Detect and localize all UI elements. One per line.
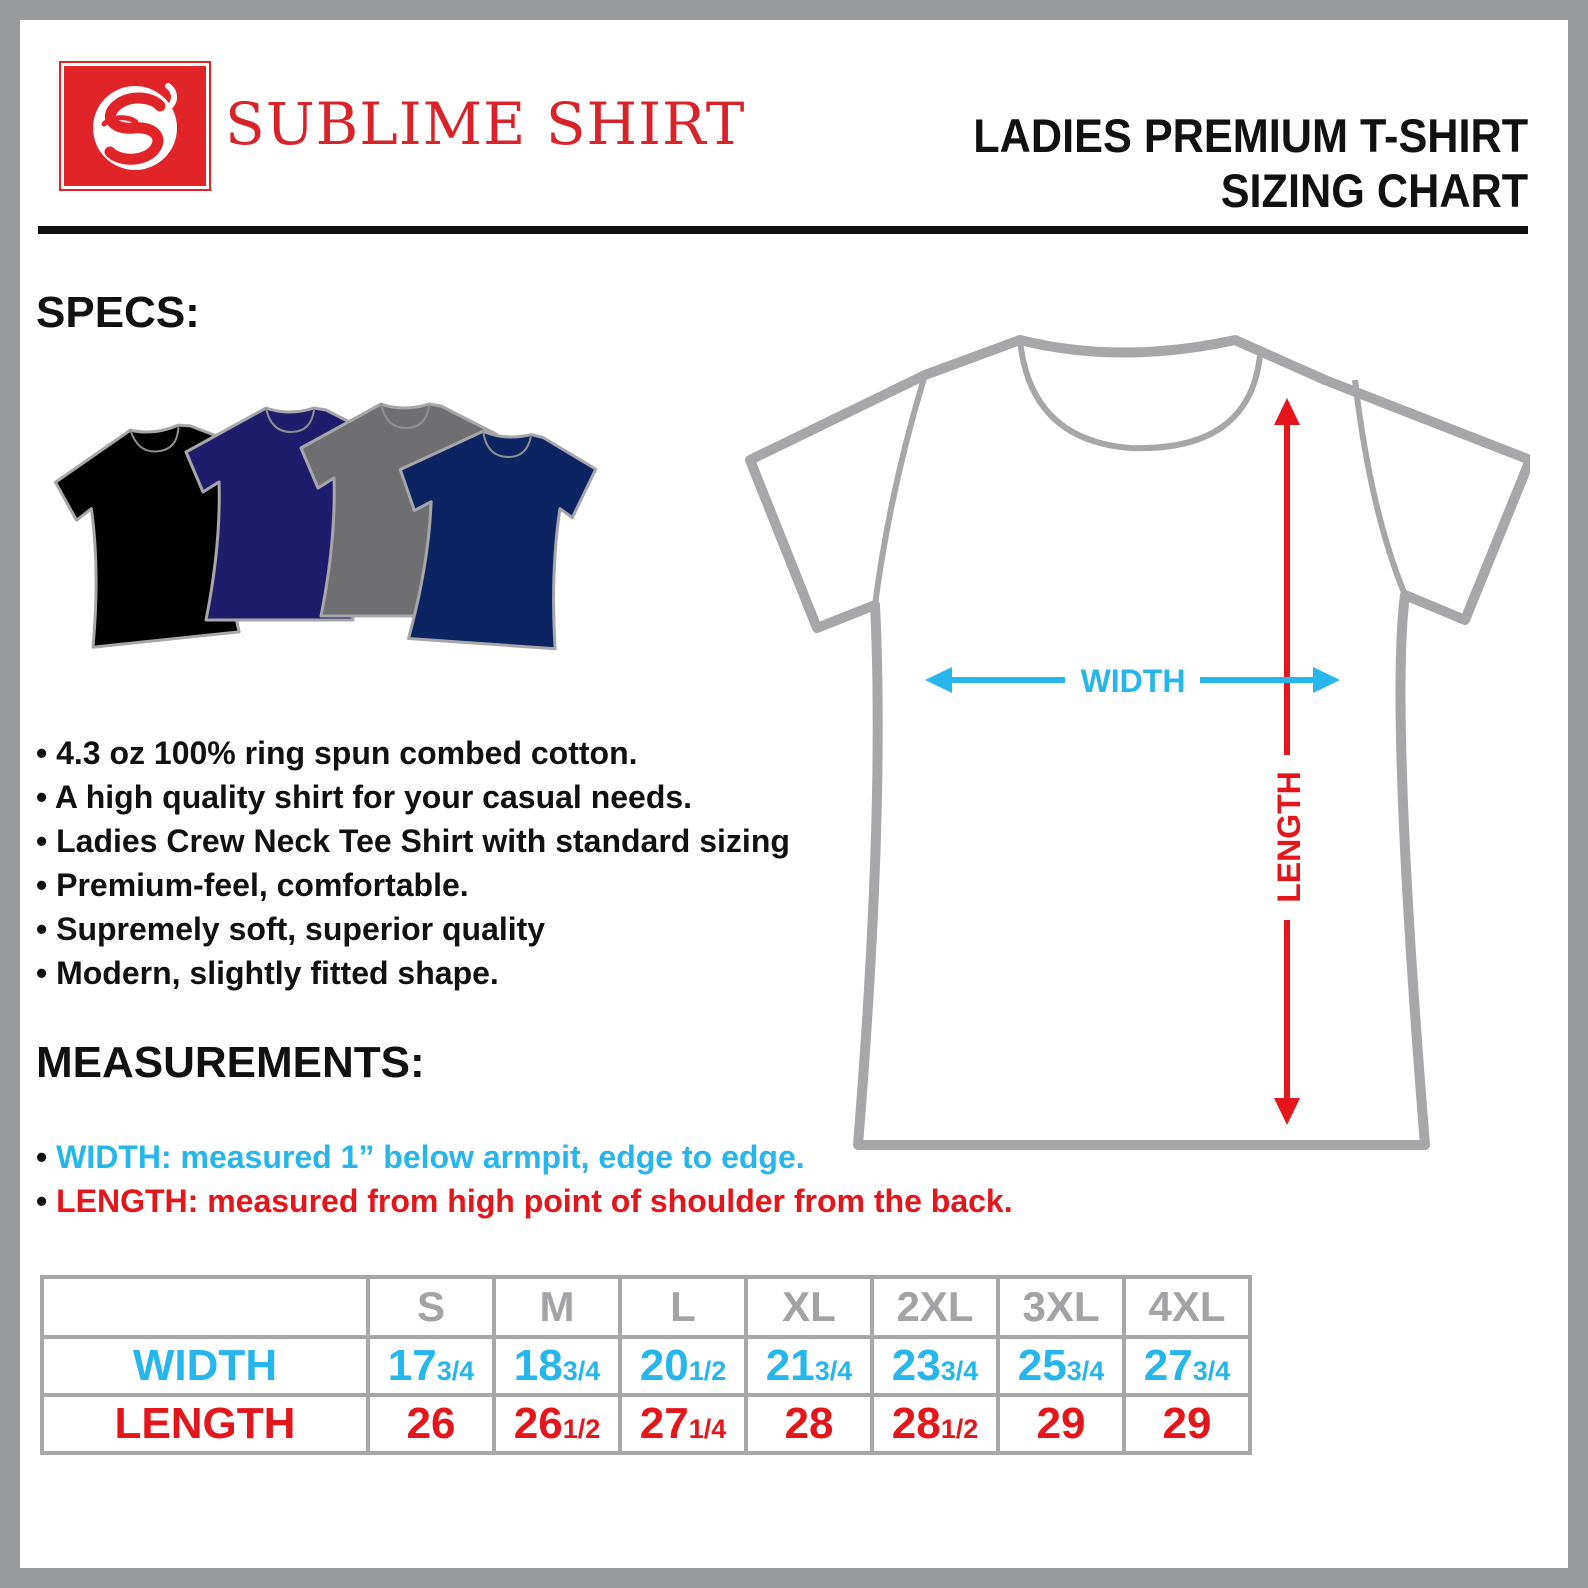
size-header-cell: S xyxy=(368,1277,494,1337)
size-header-cell: 3XL xyxy=(998,1277,1124,1337)
size-header-cell: 4XL xyxy=(1124,1277,1250,1337)
size-table xyxy=(40,1275,1252,1455)
length-row xyxy=(42,1395,1250,1453)
specs-list xyxy=(36,731,790,995)
width-cell: 213/4 xyxy=(746,1337,872,1395)
sizing-chart-page xyxy=(20,20,1568,1568)
size-header-cell: XL xyxy=(746,1277,872,1337)
title-line-1: LADIES PREMIUM T-SHIRT xyxy=(973,109,1528,162)
length-cell: 28 xyxy=(746,1395,872,1453)
tshirt-outline xyxy=(750,340,1530,1145)
length-cell: 261/2 xyxy=(494,1395,620,1453)
size-header-cell: M xyxy=(494,1277,620,1337)
width-row-label: WIDTH xyxy=(42,1337,368,1395)
size-header-row xyxy=(42,1277,1250,1337)
title-line-2: SIZING CHART xyxy=(1220,164,1528,217)
brand-name: SUBLIME SHIRT xyxy=(225,90,746,158)
spec-item: • Supremely soft, superior quality xyxy=(36,907,790,951)
width-cell: 273/4 xyxy=(1124,1337,1250,1395)
brand-logo xyxy=(64,66,206,186)
length-cell: 29 xyxy=(1124,1395,1250,1453)
length-cell: 271/4 xyxy=(620,1395,746,1453)
length-cell: 29 xyxy=(998,1395,1124,1453)
length-cell: 281/2 xyxy=(872,1395,998,1453)
header-divider xyxy=(38,226,1528,234)
size-header-cell: L xyxy=(620,1277,746,1337)
width-cell: 253/4 xyxy=(998,1337,1124,1395)
spec-item: • Modern, slightly fitted shape. xyxy=(36,951,790,995)
page-title xyxy=(925,108,1528,218)
length-cell: 26 xyxy=(368,1395,494,1453)
length-row-label: LENGTH xyxy=(42,1395,368,1453)
shirt-color-swatches xyxy=(36,382,616,672)
width-cell: 183/4 xyxy=(494,1337,620,1395)
swirl-s-logo-icon xyxy=(64,66,206,186)
size-header-cell: 2XL xyxy=(872,1277,998,1337)
spec-item: • Premium-feel, comfortable. xyxy=(36,863,790,907)
width-row xyxy=(42,1337,1250,1395)
length-note xyxy=(36,1179,1013,1223)
width-cell: 173/4 xyxy=(368,1337,494,1395)
spec-item: • A high quality shirt for your casual needs. xyxy=(36,775,790,819)
length-note-text: LENGTH: measured from high point of shoulder from the back. xyxy=(56,1183,1013,1219)
tshirt-diagram xyxy=(720,310,1530,1180)
width-cell: 201/2 xyxy=(620,1337,746,1395)
length-label: LENGTH xyxy=(1271,771,1307,903)
empty-corner-cell xyxy=(42,1277,368,1337)
measurements-heading: MEASUREMENTS: xyxy=(36,1038,425,1087)
spec-item: • 4.3 oz 100% ring spun combed cotton. xyxy=(36,731,790,775)
spec-item: • Ladies Crew Neck Tee Shirt with standard sizing xyxy=(36,819,790,863)
width-cell: 233/4 xyxy=(872,1337,998,1395)
width-label: WIDTH xyxy=(1080,663,1186,699)
specs-heading: SPECS: xyxy=(36,288,200,337)
width-note-text: WIDTH: measured 1” below armpit, edge to edge. xyxy=(56,1139,805,1175)
